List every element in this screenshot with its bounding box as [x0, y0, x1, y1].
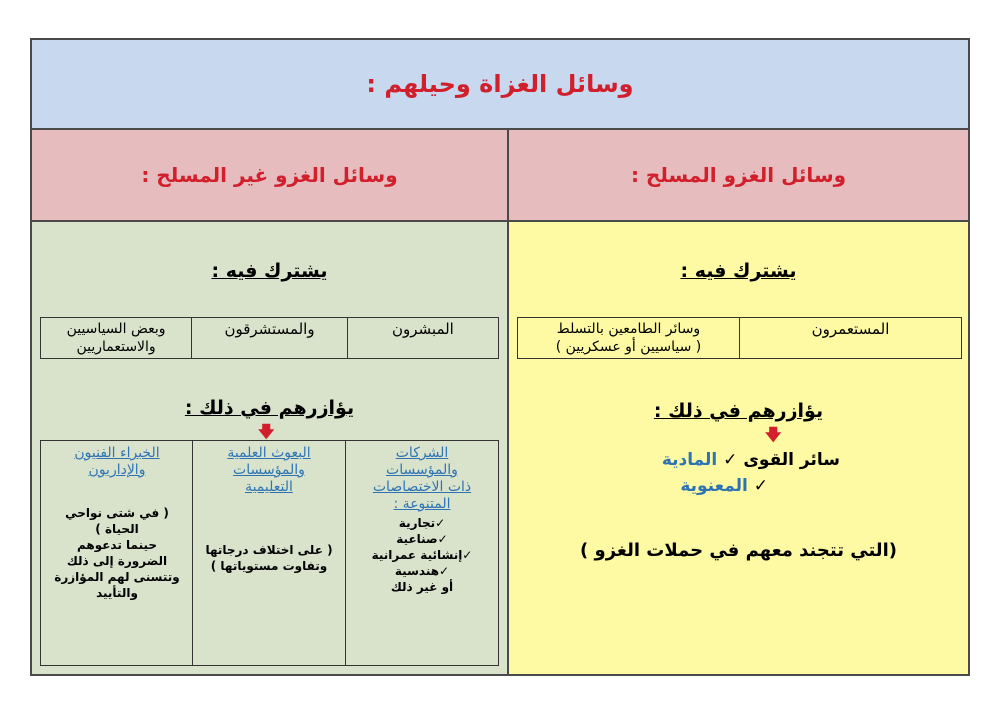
experts-body-line: الحياة ): [95, 522, 139, 536]
unarmed-group-missionaries: المبشرون: [347, 318, 498, 359]
experts-heading-line: والإداريون: [88, 462, 146, 478]
list-item: ✓تجارية: [398, 516, 446, 530]
down-arrow-icon: 🡇: [258, 422, 275, 441]
experts-body: [42, 505, 192, 601]
research-column: [192, 441, 345, 665]
armed-header-text: وسائل الغزو المسلح :: [630, 163, 847, 187]
companies-heading-line: المتنوعة :: [393, 496, 451, 512]
companies-heading: [346, 441, 498, 513]
research-heading: [193, 441, 345, 496]
experts-body-line: والتأييد: [96, 586, 138, 600]
unarmed-groups-table: [40, 317, 499, 359]
companies-heading-line: والمؤسسات: [386, 462, 458, 478]
unarmed-group-politicians: [41, 318, 192, 359]
list-item: ✓هندسية: [394, 564, 450, 578]
material-label: المادية: [661, 450, 718, 470]
experts-heading-line: الخبراء الفنيون: [74, 445, 160, 461]
list-item: أو غير ذلك: [390, 580, 454, 594]
companies-column: [345, 441, 498, 665]
unarmed-shares-label: يشترك فيه :: [211, 260, 328, 282]
check-icon: ✓: [723, 450, 738, 470]
research-heading-line: التعليمية: [245, 479, 293, 495]
experts-body-line: حينما تدعوهم: [76, 538, 158, 552]
down-arrow-icon: 🡇: [765, 425, 782, 444]
experts-body-line: الضرورة إلى ذلك: [66, 554, 168, 568]
companies-list: [346, 515, 498, 595]
armed-groups-table: [517, 317, 962, 359]
research-body-line: ( على اختلاف درجاتها: [205, 543, 333, 557]
supporters-box: [40, 440, 499, 666]
unarmed-header: [32, 130, 507, 222]
armed-group-others: [518, 318, 740, 359]
check-icon: ✓: [753, 476, 768, 496]
armed-group-colonizers: المستعمرون: [740, 318, 962, 359]
companies-heading-line: ذات الاختصاصات: [372, 479, 472, 495]
unarmed-panel: [32, 222, 507, 674]
page-title: وسائل الغزاة وحيلهم :: [366, 70, 634, 98]
experts-column: [42, 441, 192, 665]
forces-label: سائر القوى: [743, 450, 840, 470]
title-row: [32, 40, 968, 130]
companies-heading-line: الشركات: [395, 445, 449, 461]
document-table: [30, 38, 970, 676]
unarmed-support-label: يؤازرهم في ذلك :: [184, 397, 355, 419]
research-body-line: وتفاوت مستوياتها ): [210, 559, 328, 573]
experts-heading: [42, 441, 192, 479]
moral-label: المعنوية: [680, 476, 748, 496]
experts-body-line: ( في شتى نواحي: [65, 506, 169, 520]
unarmed-group-orientalists: والمستشرقون: [192, 318, 348, 359]
research-heading-line: البعوث العلمية: [227, 445, 311, 461]
forces-line: [662, 450, 840, 470]
unarmed-header-text: وسائل الغزو غير المسلح :: [141, 163, 398, 187]
armed-header: [507, 130, 968, 222]
list-item: ✓صناعية: [396, 532, 448, 546]
research-heading-line: والمؤسسات: [233, 462, 305, 478]
armed-note: (التي تتجند معهم في حملات الغزو ): [580, 540, 897, 561]
list-item: ✓إنشائية عمرانية: [371, 548, 473, 562]
experts-body-line: وتتسنى لهم المؤازرة: [54, 570, 180, 584]
unarmed-group-politicians-line2: والاستعماريين: [76, 339, 156, 355]
unarmed-group-politicians-line1: وبعض السياسيين: [66, 321, 166, 337]
research-body: [193, 542, 345, 574]
armed-panel: [507, 222, 968, 674]
armed-support-label: يؤازرهم في ذلك :: [653, 400, 824, 422]
armed-group-others-line2: ( سياسيين أو عسكريين ): [555, 339, 702, 355]
armed-shares-label: يشترك فيه :: [680, 260, 797, 282]
moral-line: [680, 476, 768, 496]
armed-group-others-line1: وسائر الطامعين بالتسلط: [556, 321, 701, 337]
